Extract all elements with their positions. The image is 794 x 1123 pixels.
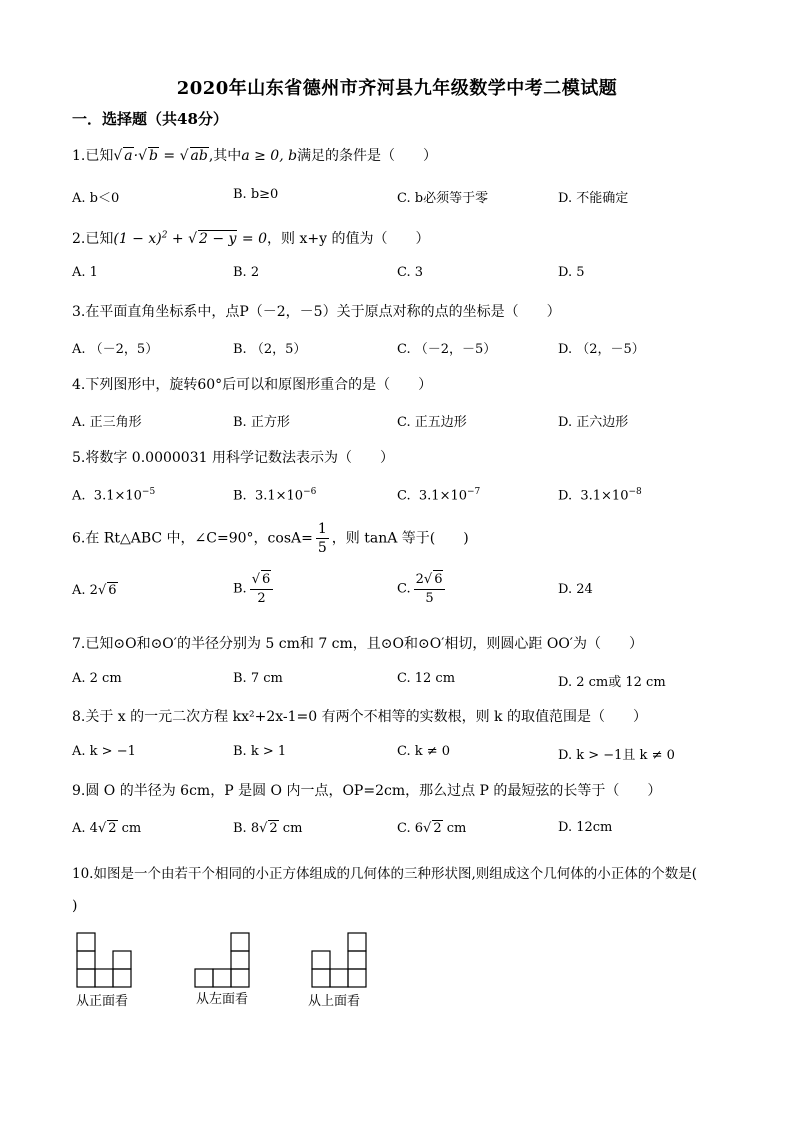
q1-prefix: 1.已知 [72, 148, 114, 164]
front-view-label: 从正面看 [76, 994, 129, 1009]
q5-option-c-exp: −7 [467, 487, 481, 497]
q9-option-b-unit: cm [278, 821, 303, 836]
q1-option-d[interactable]: D. 不能确定 [558, 191, 629, 206]
question-7: 7.已知⊙O和⊙O′的半径分别为 5 cm和 7 cm，且⊙O和⊙O′相切，则圆心距 OO′为（ ） [72, 636, 643, 652]
q5-option-b[interactable] [233, 487, 316, 503]
q4-option-a[interactable]: A. 正三角形 [72, 415, 142, 430]
question-1 [72, 145, 437, 165]
q2-option-a[interactable]: A. 1 [72, 265, 98, 280]
q2-option-c[interactable]: C. 3 [397, 265, 424, 280]
section-heading: 一．选择题（共48分） [72, 110, 228, 128]
q8-option-a[interactable]: A. k > −1 [72, 744, 136, 759]
q6-fraction: $\frac{1}{5}$ [317, 521, 327, 556]
q5-option-a[interactable] [72, 487, 155, 503]
q3-option-c[interactable]: C. （－2，－5） [397, 342, 497, 357]
q2-prefix: 2.已知 [72, 231, 114, 247]
q1-option-a[interactable]: A. b＜0 [72, 191, 120, 206]
q5-option-c[interactable] [397, 487, 480, 503]
q5-option-c-letter: C. [397, 488, 411, 504]
q9-option-c[interactable]: C. 6√ 2 cm [397, 821, 467, 836]
q9-option-b[interactable]: B. 8√ 2 cm [233, 821, 303, 836]
q6-prefix: 6.在 Rt△ABC 中，∠C=90°，cosA= [72, 530, 313, 547]
q6-option-b-label: B. [233, 581, 247, 597]
q5-option-c-base: 3.1×10 [418, 488, 467, 504]
question-5: 5.将数字 0.0000031 用科学记数法表示为（ ） [72, 450, 394, 466]
q1-option-c[interactable]: C. b必须等于零 [397, 191, 489, 206]
q7-option-d[interactable]: D. 2 cm或 12 cm [558, 675, 666, 690]
question-4: 4.下列图形中，旋转60°后可以和原图形重合的是（ ） [72, 377, 433, 393]
q5-option-b-exp: −6 [303, 487, 317, 497]
q6-option-a-label: A. 2 [72, 583, 98, 598]
q3-option-d[interactable]: D. （2，－5） [558, 342, 645, 357]
question-6 [72, 520, 469, 557]
q7-option-b[interactable]: B. 7 cm [233, 671, 283, 686]
q9-option-c-label: C. 6 [397, 821, 424, 836]
q3-option-a[interactable]: A. （－2，5） [72, 342, 159, 357]
q7-option-c[interactable]: C. 12 cm [397, 671, 456, 686]
left-view-label: 从左面看 [196, 992, 249, 1007]
front-view-figure [76, 932, 134, 988]
q6-option-d[interactable]: D. 24 [558, 582, 593, 597]
q9-option-d[interactable]: D. 12cm [558, 820, 613, 835]
q6-option-b[interactable]: B. $\frac{√ 6}{2}$ [233, 570, 276, 608]
q3-option-b[interactable]: B. （2，5） [233, 342, 307, 357]
q6-option-c-label: C. [397, 581, 411, 597]
q9-option-a-unit: cm [117, 821, 142, 836]
q9-option-a[interactable]: A. 4√ 2 cm [72, 821, 142, 836]
q5-option-b-letter: B. [233, 488, 247, 504]
q6-suffix: ，则 tanA 等于( ) [331, 530, 469, 547]
question-8: 8.关于 x 的一元二次方程 kx²+2x-1=0 有两个不相等的实数根，则 k 的取值范围是（ ） [72, 709, 647, 725]
q1-mid: ,其中 [208, 148, 242, 164]
q2-suffix: ，则 x+y 的值为（ ） [267, 231, 430, 247]
q7-option-a[interactable]: A. 2 cm [72, 671, 122, 686]
left-view-figure [194, 932, 252, 988]
q8-option-b[interactable]: B. k > 1 [233, 744, 287, 759]
q4-option-d[interactable]: D. 正六边形 [558, 415, 629, 430]
q9-option-b-label: B. 8 [233, 821, 260, 836]
q1-option-b[interactable]: B. b≥0 [233, 187, 279, 202]
q5-option-b-base: 3.1×10 [254, 488, 304, 504]
q5-option-a-exp: −5 [141, 487, 156, 497]
q1-formula: √ a·√ b = √ ab [113, 148, 208, 164]
q5-option-a-base: 3.1×10 [93, 488, 142, 504]
q1-suffix: 满足的条件是（ ） [297, 148, 438, 164]
q2-option-d[interactable]: D. 5 [558, 265, 585, 280]
q4-option-b[interactable]: B. 正方形 [233, 415, 290, 430]
question-3: 3.在平面直角坐标系中，点P（－2，－5）关于原点对称的点的坐标是（ ） [72, 304, 561, 320]
q4-option-c[interactable]: C. 正五边形 [397, 415, 467, 430]
q9-option-a-label: A. 4 [72, 821, 98, 836]
q5-option-d-exp: −8 [628, 487, 642, 497]
q9-option-c-unit: cm [442, 821, 467, 836]
top-view-figure [311, 932, 369, 988]
q8-option-d[interactable]: D. k > −1且 k ≠ 0 [558, 748, 675, 763]
q2-formula: $(1 - x)^2$ + √ 2 − y = 0 [113, 230, 268, 247]
q6-option-c[interactable]: C. $\frac{2√ 6}{5}$ [397, 570, 448, 608]
q5-option-a-letter: A. [72, 488, 86, 504]
q8-option-c[interactable]: C. k ≠ 0 [397, 744, 451, 759]
question-10-close: ) [72, 898, 78, 914]
page-title: 2020年山东省德州市齐河县九年级数学中考二模试题 [176, 78, 618, 99]
question-9: 9.圆 O 的半径为 6cm，P 是圆 O 内一点，OP=2cm，那么过点 P 的最短弦的长等于（ ） [72, 783, 662, 799]
question-10: 10.如图是一个由若干个相同的小正方体组成的几何体的三种形状图,则组成这个几何体的小正体的个数是( [72, 866, 698, 882]
question-2 [72, 228, 429, 248]
q1-condition: a ≥ 0, b [241, 148, 298, 164]
q5-option-d-letter: D. [558, 488, 573, 504]
q5-option-d-base: 3.1×10 [580, 488, 629, 504]
q2-option-b[interactable]: B. 2 [233, 265, 260, 280]
top-view-label: 从上面看 [308, 994, 361, 1009]
q5-option-d[interactable] [558, 487, 642, 503]
q6-option-a[interactable]: A. 2√ 6 [72, 583, 117, 598]
